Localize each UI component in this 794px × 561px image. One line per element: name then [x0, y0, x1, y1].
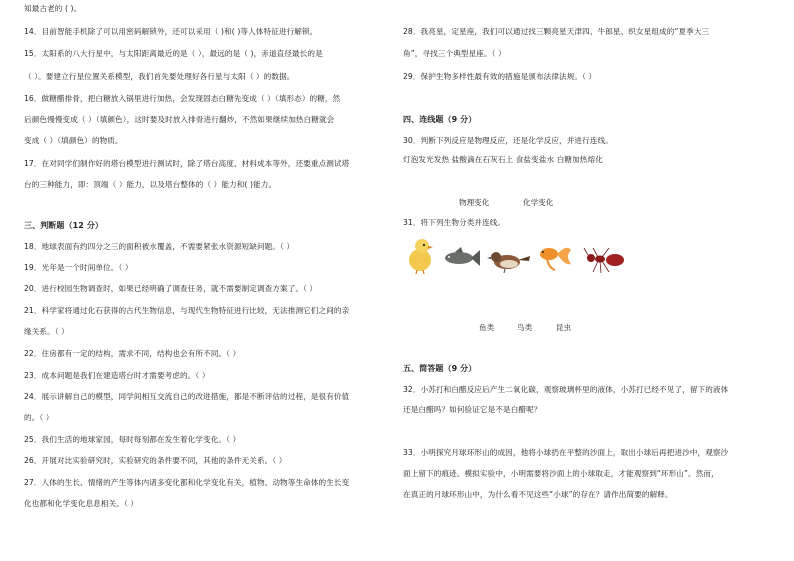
section-5-title: 五、简答题（9 分）: [403, 364, 477, 373]
q15-line2: （ ）。要建立行星位置关系模型，我们首先要处理好各行星与太阳（ ）的数据。: [24, 72, 295, 81]
q30-items: 灯泡发光发热 盐酸滴在石灰石上 食盐变盐水 白糖加热熔化: [403, 155, 603, 164]
ant-icon: [583, 246, 629, 274]
section-3-title: 三、判断题（12 分）: [24, 221, 104, 230]
section-4-title: 四、连线题（9 分）: [403, 115, 477, 124]
q27-line2: 化也都和化学变化息息相关。（ ）: [24, 499, 139, 508]
q16-line1: 16．做糖醋排骨，把白糖放入锅里进行加热，会发现固态白糖先变成（ ）（填形态）的糖，然: [24, 94, 341, 103]
sparrow-icon: [487, 246, 531, 274]
category-physical-change: 物理变化: [459, 198, 490, 207]
q27-line1: 27．人体的生长、情绪的产生等体内诸多变化都和化学变化有关，植物、动物等生命体的生长变: [24, 478, 350, 487]
q29: 29．保护生物多样性最有效的措施是颁布法律法规。（ ）: [403, 72, 597, 81]
q21-line2: 缘关系。（ ）: [24, 327, 69, 336]
q16-line3: 变成（ ）（填颜色）的物质。: [24, 136, 123, 145]
q13-tail: 知最古老的 ( )。: [24, 4, 82, 13]
q31: 31．将下列生物分类并连线。: [403, 218, 506, 227]
q21-line1: 21．科学家将通过化石获得的古代生物信息，与现代生物特征进行比较，无法推测它们之间的亲: [24, 306, 350, 315]
q15-line1: 15．太阳系的八大行星中，与太阳距离最近的是（ ），最远的是（ )，赤道直径最长的是: [24, 49, 323, 58]
q33-line3: 在真正的月球环形山中，为什么看不见这些“小球”的存在？请作出简要的解释。: [403, 490, 673, 499]
q33-line2: 面上留下的痕迹。模拟实验中，小明需要将沙面上的小球取走，才能观察到“环形山”。然而，: [403, 469, 719, 478]
q25: 25．我们生活的地球家园，每时每刻都在发生着化学变化。（ ）: [24, 435, 241, 444]
q32-line2: 还是白醋吗？如何验证它是不是白醋呢？: [403, 405, 542, 414]
goldfish-icon: [537, 240, 573, 274]
q26: 26．开展对比实验研究时，实验研究的条件要不同，其他的条件无关系。（ ）: [24, 456, 287, 465]
category-chemical-change: 化学变化: [523, 198, 554, 207]
q19: 19．光年是一个时间单位。（ ）: [24, 263, 133, 272]
category-birds: 鸟类: [517, 323, 533, 332]
q17-line1: 17．在对同学们制作好的塔台模型进行测试时，除了塔台高度、材料成本等外，还要重点测试塔: [24, 159, 350, 168]
q33-line1: 33．小明探究月球环形山的成因，他将小球扔在平整的沙面上，取出小球后再把进沙中，观察沙: [403, 448, 729, 457]
q20: 20．进行校园生物调查时，如果已经明确了调查任务，就不需要制定调查方案了。（ ）: [24, 284, 318, 293]
q24-line2: 的。（ ）: [24, 413, 54, 422]
q32-line1: 32．小苏打和白醋反应后产生二氧化碳，观察玻璃杯里的液体，小苏打已经不见了，留下的液体: [403, 385, 729, 394]
chick-icon: [405, 236, 435, 274]
q30: 30．判断下列反应是物理反应，还是化学反应，并进行连线。: [403, 136, 613, 145]
q23: 23．成本问题是我们在建造塔台时才需要考虑的。（ ）: [24, 371, 210, 380]
q28-line2: 角”，寻找三个典型星座。（ ）: [403, 49, 506, 58]
fish-icon: [443, 246, 481, 272]
q17-line2: 台的三种能力，即：顶端（ ）能力，以及塔台整体的（ ）能力和( )能力。: [24, 180, 277, 189]
q14: 14．目前智能手机除了可以用密码解锁外，还可以采用（ )和( )等人体特征进行解锁。: [24, 27, 318, 36]
category-insects: 昆虫: [556, 323, 572, 332]
category-fish: 鱼类: [479, 323, 495, 332]
q18: 18．地球表面有约四分之三的面积被水覆盖，不需要紧张水资源短缺问题。（ ）: [24, 242, 295, 251]
q24-line1: 24．展示讲解自己的模型，同学间相互交流自己的改进措施，都是不断评估的过程，是很有价值: [24, 392, 350, 401]
q28-line1: 28．我亮星，定星座，我们可以通过找三颗亮星天津四、牛郎星、织女星组成的“夏季大三: [403, 27, 710, 36]
q22: 22．住房都有一定的结构，需求不同，结构也会有所不同。（ ）: [24, 349, 241, 358]
q16-line2: 后颜色慢慢变成（ ）（填颜色），这时要及时放入排骨进行翻炒，不然如果继续加热白糖就会: [24, 115, 335, 124]
